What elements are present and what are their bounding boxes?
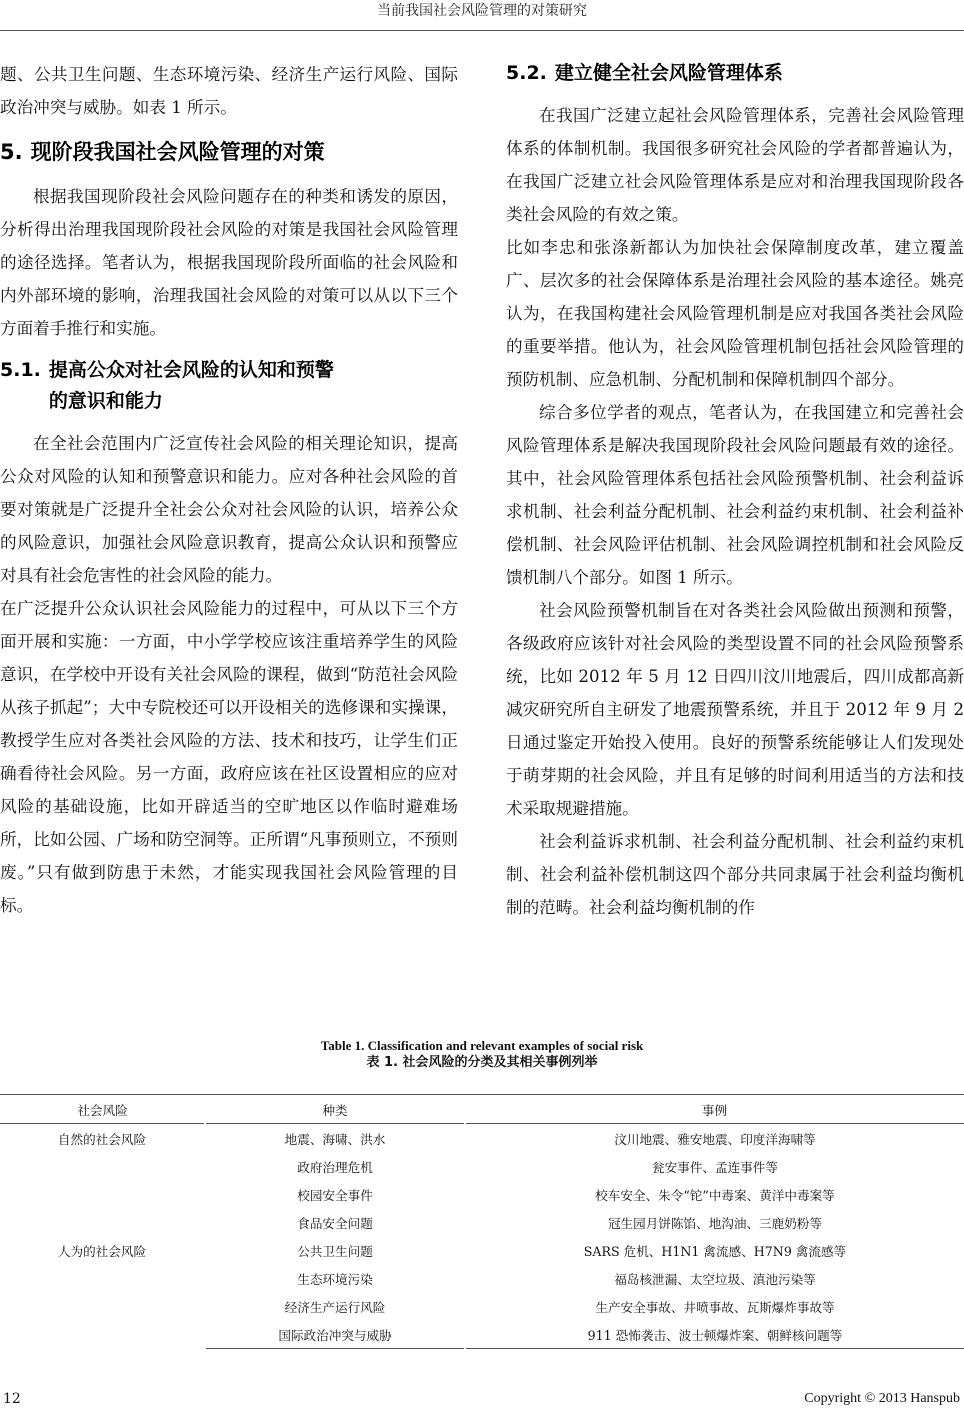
page-number: 12 <box>3 1391 21 1407</box>
table-caption-zh: 表 1. 社会风险的分类及其相关事例列举 <box>366 1055 598 1070</box>
intro-paragraph: 题、公共卫生问题、生态环境污染、经济生产运行风险、国际政治冲突与威胁。如表 1 所示。 <box>0 65 458 117</box>
section-5-1-paragraph-2: 在广泛提升公众认识社会风险能力的过程中，可从以下三个方面开展和实施：一方面，中小学学校应该注重培养学生的风险意识，在学校中开设有关社会风险的课程，做到“防范社会风险从孩子抓起”；大中专院校还可以开设相关的选修课和实操课，教授学生应对各类社会风险的方法、技术和技巧，让学生们正确看待社会风险。另一方面，政府应该在社区设置相应的应对风险的基础设施，比如开辟适当的空旷地区以作临时避难场所，比如公园、广场和防空洞等。正所谓“凡事预则立，不预则废。”只有做到防患于未然，才能实现我国社会风险管理的目标。 <box>0 599 458 915</box>
section-title: 现阶段我国社会风险管理的对策 <box>30 140 325 164</box>
header-examples: 事例 <box>465 1095 964 1124</box>
category-natural: 自然的社会风险 <box>0 1124 205 1153</box>
section-number: 5.2. <box>506 62 547 84</box>
copyright-notice: Copyright © 2013 Hanspub <box>804 1391 960 1406</box>
category-human: 人为的社会风险 <box>0 1152 205 1349</box>
section-number: 5. <box>0 140 23 164</box>
section-5-2-paragraph-1: 在我国广泛建立起社会风险管理体系，完善社会风险管理体系的体制机制。我国很多研究社会风险的学者都普遍认为，在我国广泛建立社会风险管理体系是应对和治理我国现阶段各类社会风险的有效之策。 <box>506 106 964 224</box>
examples-cell: SARS 危机、H1N1 禽流感、H7N9 禽流感等 <box>583 1243 847 1259</box>
risk-table <box>0 1094 964 1349</box>
examples-cell: 冠生园月饼陈馅、地沟油、三鹿奶粉等 <box>607 1215 823 1231</box>
table-row <box>0 1152 964 1180</box>
examples-cell: 911 恐怖袭击、波士顿爆炸案、朝鲜核问题等 <box>465 1320 964 1349</box>
examples-cell: 校车安全、朱令“铊”中毒案、黄洋中毒案等 <box>595 1187 835 1203</box>
section-number: 5.1. <box>0 359 41 381</box>
section-title: 提高公众对社会风险的认知和预警的意识和能力 <box>48 359 334 412</box>
examples-cell: 瓮安事件、孟连事件等 <box>652 1159 778 1175</box>
section-5-paragraph: 根据我国现阶段社会风险问题存在的种类和诱发的原因，分析得出治理我国现阶段社会风险的对策是我国社会风险管理的途径选择。笔者认为，根据我国现阶段所面临的社会风险和内外部环境的影响，治理我国社会风险的对策可以从以下三个方面着手推行和实施。 <box>0 187 458 338</box>
type-cell: 国际政治冲突与威胁 <box>205 1320 465 1349</box>
section-5-2-paragraph-2: 比如李忠和张涤新都认为加快社会保障制度改革，建立覆盖广、层次多的社会保障体系是治理社会风险的基本途径。姚亮认为，在我国构建社会风险管理机制是应对我国各类社会风险的重要举措。他认为，社会风险管理机制包括社会风险管理的预防机制、应急机制、分配机制和保障机制四个部分。 <box>506 238 964 389</box>
examples-cell: 生产安全事故、井喷事故、瓦斯爆炸事故等 <box>595 1299 835 1315</box>
examples-cell: 汶川地震、雅安地震、印度洋海啸等 <box>614 1131 816 1147</box>
section-5-2-paragraph-4: 社会风险预警机制旨在对各类社会风险做出预测和预警，各级政府应该针对社会风险的类型设置不同的社会风险预警系统，比如 2012 年 5 月 12 日四川汶川地震后，四川成都高新减灾研究所自主研发了地震预警系统，并且于 2012 年 9 月 2 日通过鉴定开始投入使用。良好的预警系统能够让人们发现处于萌芽期的社会风险，并且有足够的时间利用适当的方法和技术采取规避措施。 <box>506 601 964 818</box>
type-cell: 地震、海啸、洪水 <box>205 1124 465 1153</box>
type-cell: 食品安全问题 <box>205 1208 465 1236</box>
table-caption-en: Table 1. Classification and relevant examples of social risk <box>320 1038 644 1053</box>
table-header-row <box>0 1095 964 1124</box>
section-5-1-paragraph-1: 在全社会范围内广泛宣传社会风险的相关理论知识，提高公众对风险的认知和预警意识和能力。应对各种社会风险的首要对策就是广泛提升全社会公众对社会风险的认识，培养公众的风险意识，加强社会风险意识教育，提高公众认识和预警应对具有社会危害性的社会风险的能力。 <box>0 434 458 585</box>
examples-cell: 福岛核泄漏、太空垃圾、滇池污染等 <box>614 1271 816 1287</box>
running-header: 当前我国社会风险管理的对策研究 <box>377 3 587 19</box>
table-row <box>0 1124 964 1153</box>
right-column <box>506 58 964 924</box>
section-title: 建立健全社会风险管理体系 <box>554 62 783 84</box>
header-social-risk: 社会风险 <box>0 1095 205 1124</box>
header-type: 种类 <box>205 1095 465 1124</box>
type-cell: 经济生产运行风险 <box>205 1292 465 1320</box>
section-5-2-heading <box>506 58 964 89</box>
section-5-heading <box>0 136 458 168</box>
section-5-2-paragraph-3: 综合多位学者的观点，笔者认为，在我国建立和完善社会风险管理体系是解决我国现阶段社会风险问题最有效的途径。其中，社会风险管理体系包括社会风险预警机制、社会利益诉求机制、社会利益分配机制、社会利益约束机制、社会利益补偿机制、社会风险评估机制、社会风险调控机制和社会风险反馈机制八个部分。如图 1 所示。 <box>506 403 964 587</box>
type-cell: 政府治理危机 <box>205 1152 465 1180</box>
left-column <box>0 58 458 922</box>
type-cell: 公共卫生问题 <box>205 1236 465 1264</box>
header-rule <box>0 30 964 31</box>
section-5-2-paragraph-5: 社会利益诉求机制、社会利益分配机制、社会利益约束机制、社会利益补偿机制这四个部分共同隶属于社会利益均衡机制的范畴。社会利益均衡机制的作 <box>506 832 964 917</box>
type-cell: 校园安全事件 <box>205 1180 465 1208</box>
type-cell: 生态环境污染 <box>205 1264 465 1292</box>
section-5-1-heading <box>0 355 458 417</box>
table-caption <box>0 1037 964 1071</box>
